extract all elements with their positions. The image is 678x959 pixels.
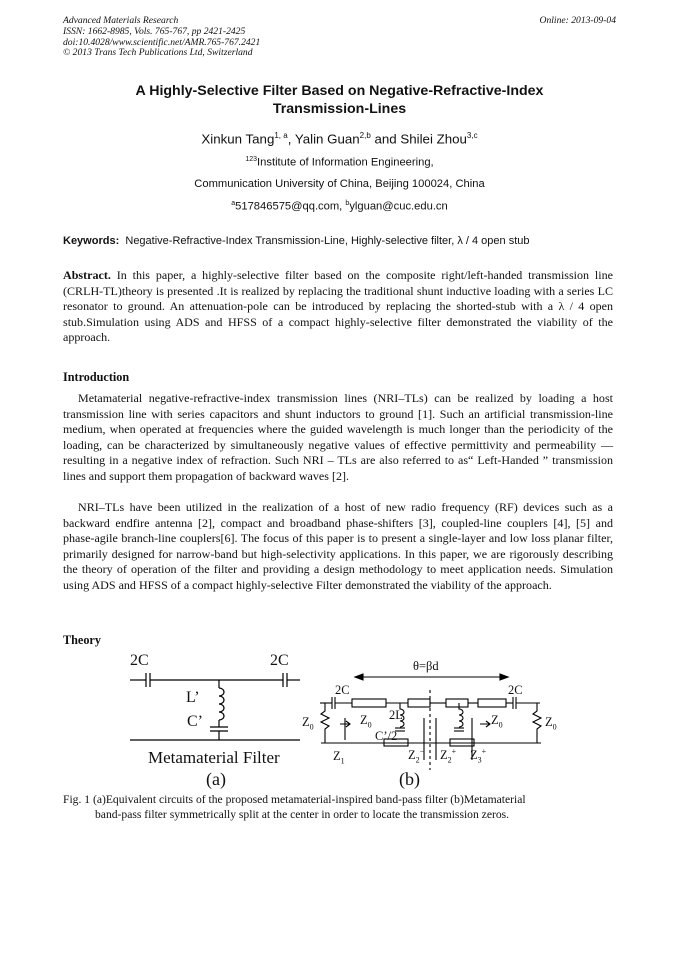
fig-b-cap-left-label: 2C	[335, 683, 350, 697]
inductor-a	[219, 688, 224, 720]
title-line-2: Transmission-Lines	[272, 101, 407, 117]
fig-b-inductor-label: 2L	[389, 708, 403, 722]
tline-b-4	[478, 699, 506, 707]
z2p-sub: 2	[447, 755, 452, 765]
author-3-sup: 3,c	[466, 131, 478, 140]
arrow-z0-out	[480, 721, 490, 727]
theory-heading: Theory	[63, 633, 101, 647]
figure-caption	[63, 793, 616, 822]
abstract-text: In this paper, a highly-selective filter based on the composite right/left-handed transmission line (CRLH-TL)theory is presented .It is realized by replacing the traditional shunt inductive loading with a series LC resonator to ground. An attenuation-pole can be introduced by replacing the shorted-stub with a λ / 4 open stub.Simulation using ADS and HFSS of a compact highly-selective filter demonstrated the viability of the approach.	[63, 268, 613, 345]
author-2: Yalin Guan	[294, 131, 360, 147]
fig-b-theta-label: θ=βd	[413, 659, 439, 673]
z0-right-sub: 0	[552, 722, 557, 732]
z0-left-sub: 0	[309, 722, 314, 732]
author-2-sup: 2,b	[359, 131, 371, 140]
author-3: Shilei Zhou	[400, 131, 467, 147]
tline-b-3	[446, 699, 468, 707]
caption-line-2: band-pass filter symmetrically split at the center in order to locate the transmission zeros.	[95, 807, 510, 821]
affiliation-line-2: Communication University of China, Beijing 100024, China	[194, 178, 485, 190]
z0-in-symbol: Z	[360, 713, 368, 727]
z0-left-symbol: Z	[302, 715, 310, 729]
fig-b-z0-out-label	[491, 713, 503, 730]
introduction-paragraph-2: NRI–TLs have been utilized in the realization of a host of new radio frequency (RF) devices such as a backward endfire antenna [2], compact and broadband phase-shifters [3], coupled-line couplers [4], [5] and phase-agile branch-line couplers[6]. The focus of this paper is to present a single-layer and low loss planar filter, primarily designed for narrow-band but high-selectivity applications. In this paper, we are rigorously describing the theory of operation of the filter and providing a design methodology to meet application needs. Simulation using ADS and HFSS of a compact highly-selective Filter demonstrated the viability of the approach.	[63, 500, 613, 592]
resistor-b-right	[533, 703, 541, 743]
z1-symbol: Z	[333, 749, 341, 763]
z2p-sup: +	[451, 747, 457, 756]
author-1: Xinkun Tang	[201, 131, 275, 147]
z2m-sup: −	[419, 747, 425, 756]
affiliation-text-1: Institute of Information Engineering,	[257, 156, 434, 169]
email-b: ylguan@cuc.edu.cn	[349, 200, 448, 213]
fig-b-z0-in-label	[360, 713, 372, 730]
fig-b-z1-label	[333, 749, 345, 766]
fig-b-z2-minus-label	[408, 747, 424, 765]
keywords-text: Negative-Refractive-Index Transmission-Line, Highly-selective filter, λ / 4 open stub	[125, 235, 530, 247]
keywords-label: Keywords:	[63, 235, 120, 247]
abstract-label: Abstract.	[63, 268, 111, 282]
doi-line: doi:10.4028/www.scientific.net/AMR.765-767.2421	[63, 36, 261, 48]
journal-name: Advanced Materials Research	[63, 15, 179, 26]
circuit-a	[130, 673, 300, 740]
introduction-paragraph-1: Metamaterial negative-refractive-index transmission lines (NRI–TLs) can be realized by loading a host transmission line with series capacitors and shunt inductors to ground [1]. Such an artificial transmission-line medium, when operated at frequencies where the guided wavelength is much longer than the periodicity of the loading, can be characterized by simultaneously negative values of effective permittivity and permeability — resulting in a negative index of refraction. Such NRI – TLs are also referred to as“ Left-Handed ” transmission lines and support them propagation of backward waves [2].	[63, 391, 613, 483]
theta-arrow-right	[500, 674, 508, 680]
title-line-1: A Highly-Selective Filter Based on Negative-Refractive-Index	[135, 83, 544, 99]
fig-b-z2-plus-label	[440, 747, 456, 765]
email-b-sup: b	[345, 200, 350, 207]
fig-a-name: Metamaterial Filter	[148, 748, 280, 767]
author-sep-2: and	[370, 131, 401, 147]
email-a-sup: a	[231, 200, 236, 207]
fig-b-label: (b)	[399, 769, 420, 789]
fig-b-z3-plus-label	[470, 747, 486, 765]
z1-sub: 1	[340, 756, 345, 766]
issn-line: ISSN: 1662-8985, Vols. 765-767, pp 2421-2425	[63, 25, 246, 37]
fig-b-capacitor-label: C’/2	[375, 729, 398, 743]
z3p-sub: 3	[477, 755, 482, 765]
z0-out-sub: 0	[498, 720, 503, 730]
tline-b-1	[352, 699, 386, 707]
fig-b-z0-right-label	[545, 715, 557, 732]
caption-line-1: Fig. 1 (a)Equivalent circuits of the proposed metamaterial-inspired band-pass filter (b)Metamaterial	[63, 793, 526, 806]
fig-a-cap-right-label: 2C	[270, 652, 289, 669]
z0-right-symbol: Z	[545, 715, 553, 729]
fig-a-cap-left-label: 2C	[130, 652, 149, 669]
fig-a-label: (a)	[206, 769, 226, 789]
online-date: Online: 2013-09-04	[539, 15, 616, 26]
z3p-sup: +	[481, 747, 487, 756]
fig-a-inductor-label: L’	[186, 689, 200, 706]
z0-in-sub: 0	[367, 720, 372, 730]
z2m-sub: 2	[415, 755, 420, 765]
email-a: 517846575@qq.com,	[235, 200, 346, 213]
theta-arrow-left	[355, 674, 363, 680]
z0-out-symbol: Z	[491, 713, 499, 727]
fig-b-cap-right-label: 2C	[508, 683, 523, 697]
author-1-sup: 1, a	[274, 131, 288, 140]
author-sep-1: ,	[287, 131, 295, 147]
introduction-heading: Introduction	[63, 370, 130, 384]
z2p-symbol: Z	[440, 748, 448, 763]
affiliation-sup: 123	[245, 156, 258, 163]
tline-b-2	[408, 699, 430, 707]
resistor-b-left	[321, 703, 329, 743]
z2m-symbol: Z	[408, 748, 416, 763]
z3p-symbol: Z	[470, 748, 478, 763]
fig-b-z0-left-label	[302, 715, 314, 732]
copyright-line: © 2013 Trans Tech Publications Ltd, Switzerland	[63, 47, 253, 59]
fig-a-capacitor-label: C’	[187, 713, 203, 730]
